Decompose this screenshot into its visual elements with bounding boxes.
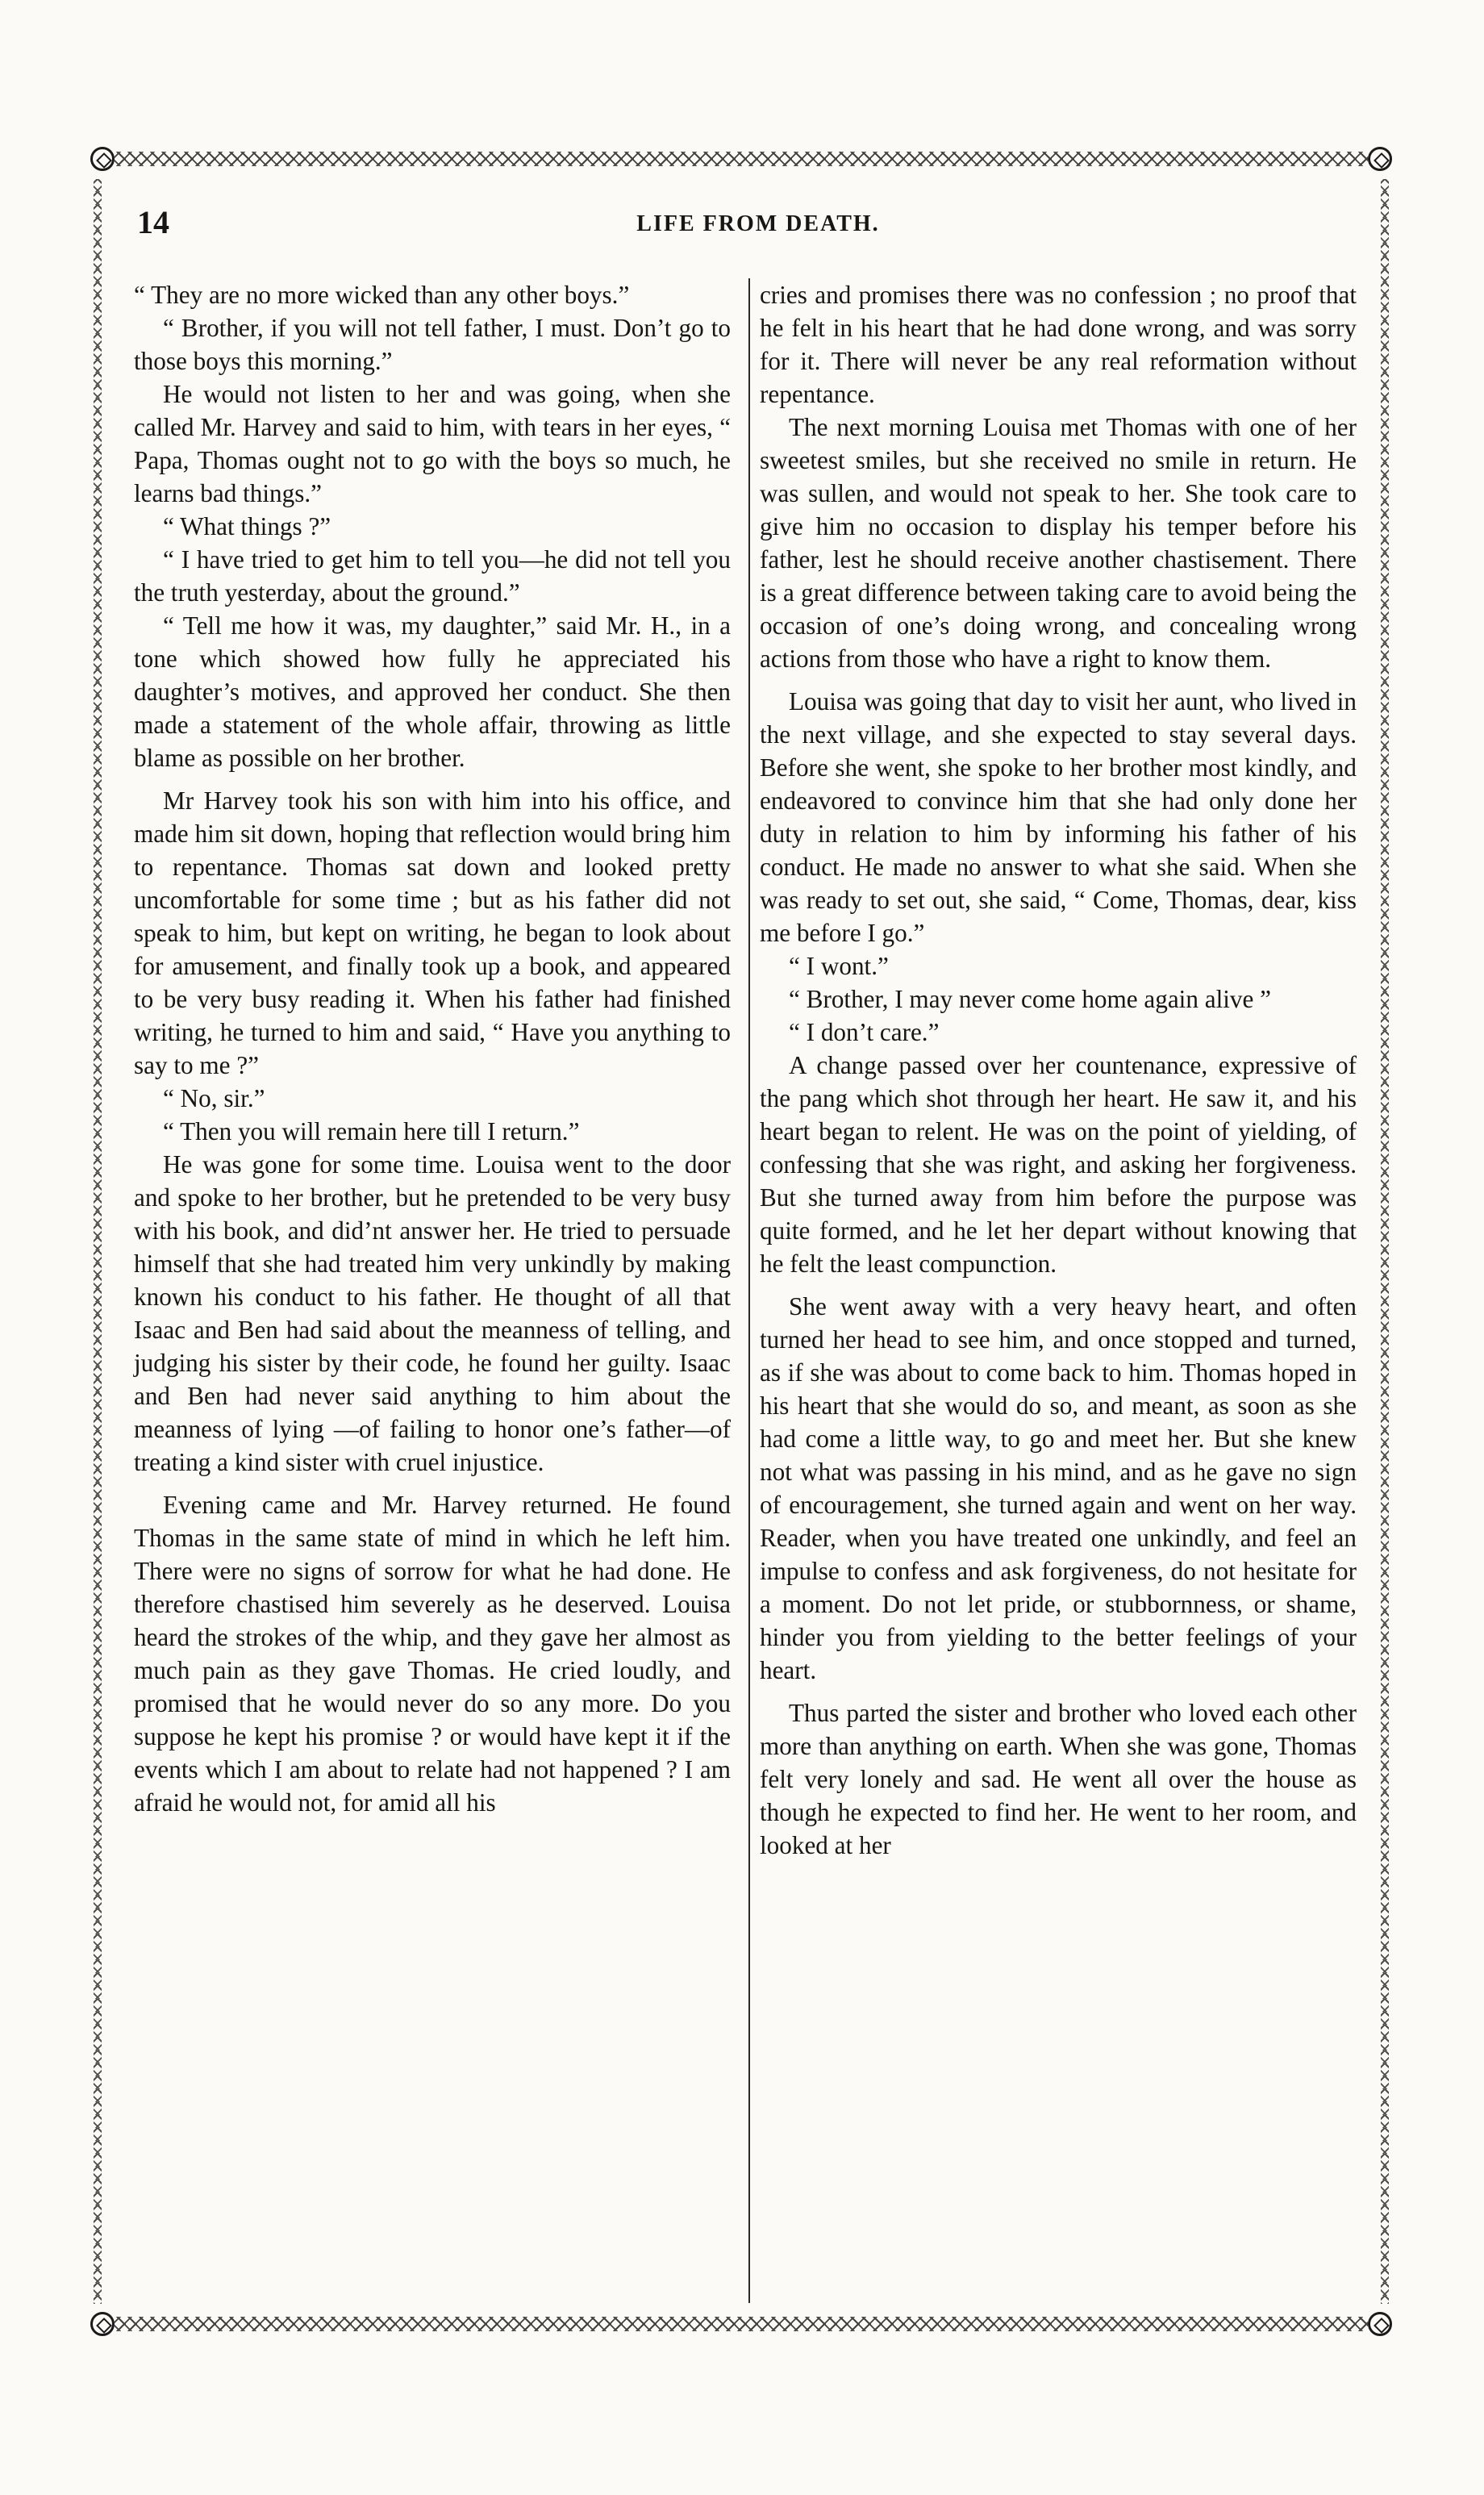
corner-ornament-icon — [1368, 2312, 1392, 2336]
paragraph: He was gone for some time. Louisa went to the door and spoke to her brother, but he pretended to be very busy with his book, and did’nt answer her. He tried to persuade himself that she had treated him very unkindly by making known his conduct to his father. He thought of all that Isaac and Ben had said about the meanness of telling, and judging his sister by their code, he found her guilty. Isaac and Ben had never said anything to him about the meanness of lying —of failing to honor one’s father—of treating a kind sister with cruel injustice. — [134, 1150, 731, 1476]
corner-ornament-icon — [90, 147, 115, 171]
paragraph: “ Then you will remain here till I return.” — [163, 1117, 580, 1145]
paragraph: A change passed over her countenance, expressive of the pang which shot through her heart. He saw it, and his heart began to relent. He was on the point of yielding, of confessing that she was right, and asking her forgiveness. But she turned away from him before the purpose was quite formed, and he let her depart without knowing that he felt the least compunction. — [760, 1051, 1357, 1278]
paragraph: “ Brother, if you will not tell father, I must. Don’t go to those boys this morning.” — [134, 314, 731, 375]
page-number: 14 — [137, 204, 169, 240]
paragraph: Thus parted the sister and brother who loved each other more than anything on earth. When she was gone, Thomas felt very lonely and sad. He went all over the house as though he expected to find her. He went to her room, and looked at her — [760, 1699, 1357, 1859]
top-border-ornament — [115, 152, 1368, 166]
paragraph: “ Brother, I may never come home again alive ” — [789, 985, 1271, 1013]
right-border-ornament — [1381, 179, 1389, 2304]
right-column — [760, 278, 1357, 1862]
paragraph: “ I wont.” — [789, 952, 889, 980]
paragraph: “ What things ?” — [163, 512, 331, 540]
paragraph: “ They are no more wicked than any other boys.” — [134, 281, 630, 309]
bottom-border-ornament — [115, 2317, 1368, 2331]
paragraph: “ Tell me how it was, my daughter,” said Mr. H., in a tone which showed how fully he appreciated his daughter’s motives, and approved her conduct. She then made a statement of the whole affair, throwing as little blame as possible on her brother. — [134, 611, 731, 772]
paragraph: Mr Harvey took his son with him into his office, and made him sit down, hoping that reflection would bring him to repentance. Thomas sat down and looked pretty uncomfortable for some time ; but as his father did not speak to him, but kept on writing, he began to look about for amusement, and finally took up a book, and appeared to be very busy reading it. When his father had finished writing, he turned to him and said, “ Have you anything to say to me ?” — [134, 786, 731, 1079]
corner-ornament-icon — [1368, 147, 1392, 171]
paragraph: The next morning Louisa met Thomas with one of her sweetest smiles, but she received no smile in return. He was sullen, and would not speak to her. She took care to give him no occasion to display his temper before his father, lest he should receive another chastisement. There is a great difference between taking care to avoid being the occasion of one’s doing wrong, and concealing wrong actions from those who have a right to know them. — [760, 413, 1357, 673]
running-head: LIFE FROM DEATH. — [636, 211, 880, 236]
paragraph: “ I have tried to get him to tell you—he did not tell you the truth yesterday, about the ground.” — [134, 545, 731, 607]
paragraph: cries and promises there was no confession ; no proof that he felt in his heart that he had done wrong, and was sorry for it. There will never be any real reformation without repentance. — [760, 281, 1357, 408]
paragraph: Evening came and Mr. Harvey returned. He found Thomas in the same state of mind in which he left him. There were no signs of sorrow for what he had done. He therefore chastised him severely as he deserved. Louisa heard the strokes of the whip, and they gave her almost as much pain as they gave Thomas. He cried loudly, and promised that he would never do so any more. Do you suppose he kept his promise ? or would have kept it if the events which I am about to relate had not happened ? I am afraid he would not, for amid all his — [134, 1491, 731, 1817]
left-column — [134, 278, 731, 1819]
paragraph: He would not listen to her and was going, when she called Mr. Harvey and said to him, with tears in her eyes, “ Papa, Thomas ought not to go with the boys so much, he learns bad things.” — [134, 380, 731, 507]
paragraph: “ I don’t care.” — [789, 1018, 940, 1046]
paragraph: She went away with a very heavy heart, and often turned her head to see him, and once stopped and turned, as if she was about to come back to him. Thomas hoped in his heart that she would do so, and meant, as soon as she had come a little way, to go and meet her. But she knew not what was passing in his mind, and as he gave no sign of encouragement, she turned again and went on her way. Reader, when you have treated one unkindly, and feel an impulse to confess and ask forgiveness, do not hesitate for a moment. Do not let pride, or stubbornness, or shame, hinder you from yielding to the better feelings of your heart. — [760, 1292, 1357, 1684]
paragraph: Louisa was going that day to visit her aunt, who lived in the next village, and she expected to stay several days. Before she went, she spoke to her brother most kindly, and endeavored to convince him that she had only done her duty in relation to him by informing his father of his conduct. He made no answer to what she said. When she was ready to set out, she said, “ Come, Thomas, dear, kiss me before I go.” — [760, 687, 1357, 947]
corner-ornament-icon — [90, 2312, 115, 2336]
left-border-ornament — [94, 179, 102, 2304]
column-divider — [748, 278, 750, 2303]
paragraph: “ No, sir.” — [163, 1084, 265, 1112]
page-header — [137, 203, 1379, 244]
